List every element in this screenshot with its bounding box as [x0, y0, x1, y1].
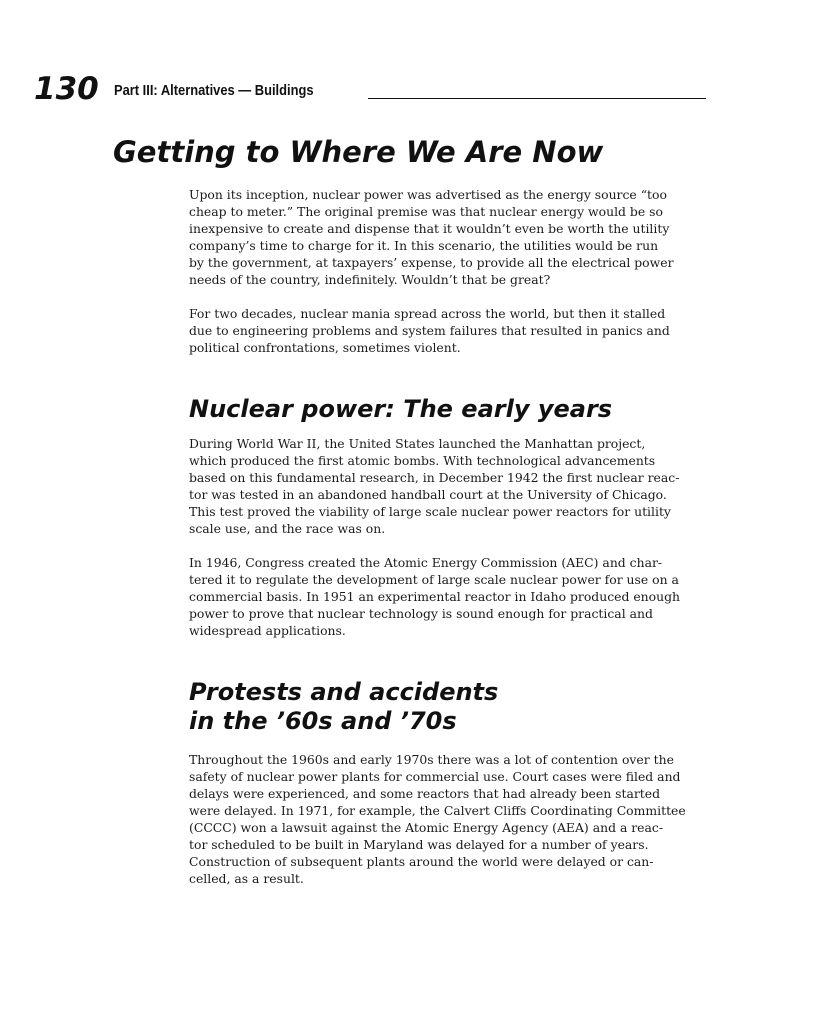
- text-line: tor was tested in an abandoned handball court at the University of Chicago.: [189, 487, 667, 502]
- text-line: commercial basis. In 1951 an experimental reactor in Idaho produced enough: [189, 589, 681, 604]
- text-line: political confrontations, sometimes violent.: [189, 340, 461, 355]
- subsection-title-protests-line-1: Protests and accidents: [189, 678, 499, 706]
- intro-paragraph-2: [189, 305, 711, 356]
- page-number: 130: [34, 71, 99, 107]
- text-line: For two decades, nuclear mania spread across the world, but then it stalled: [189, 306, 666, 321]
- text-line: which produced the first atomic bombs. With technological advancements: [189, 453, 656, 468]
- text-line: This test proved the viability of large scale nuclear power reactors for utility: [189, 504, 671, 519]
- protests-paragraph-1: [189, 751, 711, 887]
- text-line: tered it to regulate the development of large scale nuclear power for use on a: [189, 572, 679, 587]
- text-line: Upon its inception, nuclear power was advertised as the energy source “too: [189, 187, 667, 202]
- section-title: Getting to Where We Are Now: [113, 135, 604, 169]
- text-line: In 1946, Congress created the Atomic Energy Commission (AEC) and char-: [189, 555, 663, 570]
- running-head: [34, 72, 706, 106]
- text-line: Construction of subsequent plants around the world were delayed or can-: [189, 854, 654, 869]
- text-line: scale use, and the race was on.: [189, 521, 386, 536]
- subsection-title-protests-line-2: in the ’60s and ’70s: [189, 707, 457, 735]
- text-line: widespread applications.: [189, 623, 346, 638]
- text-line: cheap to meter.” The original premise was that nuclear energy would be so: [189, 204, 663, 219]
- early-years-paragraph-2: [189, 554, 711, 639]
- part-title: Part III: Alternatives — Buildings: [114, 82, 314, 99]
- text-line: tor scheduled to be built in Maryland was delayed for a number of years.: [189, 837, 649, 852]
- text-line: During World War II, the United States launched the Manhattan project,: [189, 436, 646, 451]
- text-line: delays were experienced, and some reactors that had already been started: [189, 786, 661, 801]
- text-line: needs of the country, indefinitely. Wouldn’t that be great?: [189, 272, 551, 287]
- text-line: due to engineering problems and system failures that resulted in panics and: [189, 323, 670, 338]
- text-line: were delayed. In 1971, for example, the Calvert Cliffs Coordinating Committee: [189, 803, 686, 818]
- text-line: celled, as a result.: [189, 871, 304, 886]
- text-line: inexpensive to create and dispense that it wouldn’t even be worth the utility: [189, 221, 670, 236]
- early-years-paragraph-1: [189, 435, 711, 537]
- text-line: power to prove that nuclear technology is sound enough for practical and: [189, 606, 653, 621]
- header-rule: [368, 98, 706, 99]
- intro-paragraph-1: [189, 186, 711, 288]
- text-line: safety of nuclear power plants for commercial use. Court cases were filed and: [189, 769, 681, 784]
- text-line: by the government, at taxpayers’ expense, to provide all the electrical power: [189, 255, 674, 270]
- text-line: Throughout the 1960s and early 1970s there was a lot of contention over the: [189, 752, 674, 767]
- text-line: (CCCC) won a lawsuit against the Atomic Energy Agency (AEA) and a reac-: [189, 820, 664, 835]
- text-line: company’s time to charge for it. In this scenario, the utilities would be run: [189, 238, 659, 253]
- subsection-title-early-years: Nuclear power: The early years: [189, 395, 613, 423]
- text-line: based on this fundamental research, in December 1942 the first nuclear reac-: [189, 470, 680, 485]
